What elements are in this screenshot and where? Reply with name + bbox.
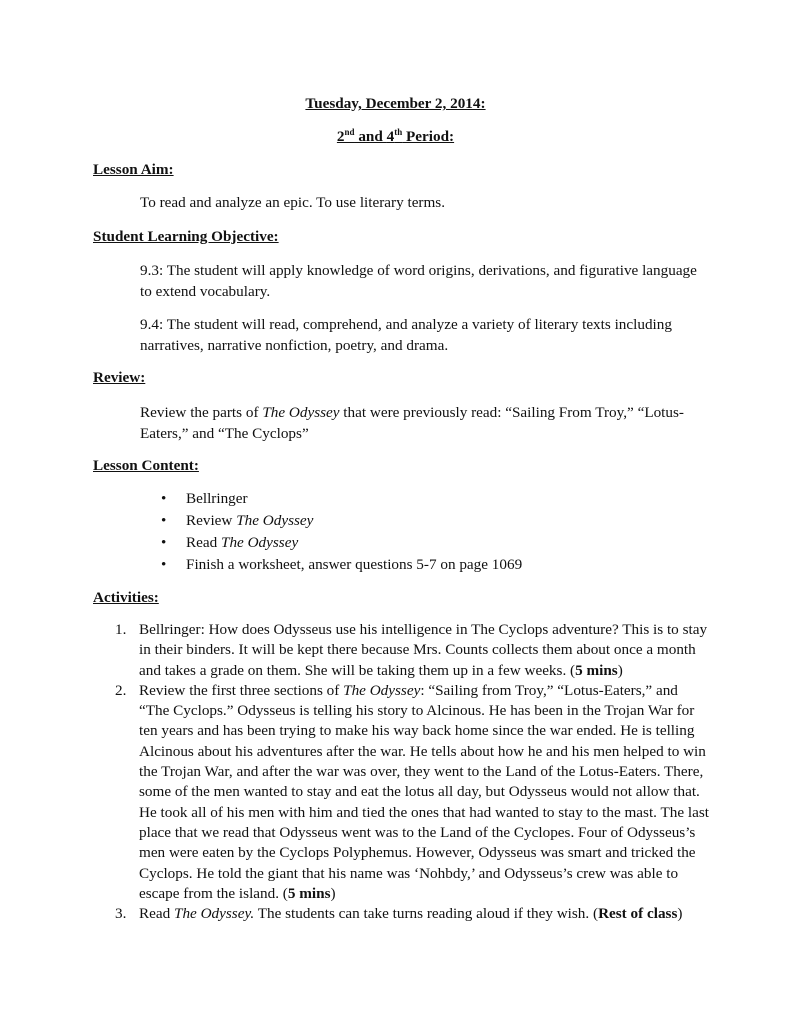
activity-text: : “Sailing from Troy,” “Lotus-Eaters,” and “The Cyclops.” Odysseus is telling his story to Alcinous. He has been in the Trojan War for ten years and has been trying to make his way back home since the war ended. He is telling Alcinous about his adventures after the war. He tells about how he and his men helped to win the Trojan War, and after the war was over, they went to the Land of the Lotus-Eaters. There, some of the men wanted to stay and eat the lotus all day, but Odysseus would not allow that. He took all of his men with him and tied the ones that had wanted to stay to the mast. The last place that we read that Odysseus went was to the Land of the Cyclopes. Four of Odysseus’s men were eaten by the Cyclops Polyphemus. However, Odysseus was smart and tricked the Cyclops. He told the giant that his name was ‘Nohbdy,’ and Odysseus’s crew was able to escape from the island. ( bbox=[139, 681, 709, 902]
period-sup2: th bbox=[394, 126, 403, 137]
bullet-icon: • bbox=[161, 512, 167, 529]
list-item bbox=[140, 532, 522, 554]
review-title: The Odyssey bbox=[262, 404, 340, 421]
activity-item bbox=[110, 904, 710, 924]
lesson-aim-heading: Lesson Aim: bbox=[93, 161, 174, 178]
period-num2: 4 bbox=[386, 128, 395, 145]
list-item bbox=[140, 488, 522, 510]
activity-close: ) bbox=[677, 905, 683, 923]
list-item-italic: The Odyssey bbox=[236, 512, 314, 529]
list-item-text: Finish a worksheet, answer questions 5-7 on page 1069 bbox=[186, 556, 523, 573]
period-rest: Period: bbox=[402, 128, 455, 145]
date-title: Tuesday, December 2, 2014: bbox=[305, 95, 486, 112]
lesson-content-list bbox=[140, 488, 522, 576]
review-post: that were previously read: “Sailing From Troy,” “Lotus-Eaters,” and “The Cyclops” bbox=[140, 404, 684, 442]
activity-number: 2. bbox=[115, 681, 127, 699]
activity-item bbox=[110, 681, 710, 904]
activity-text: The students can take turns reading aloud if they wish. ( bbox=[254, 905, 599, 923]
activity-duration: Rest of class bbox=[598, 905, 678, 923]
activity-pre: Review the first three sections of bbox=[139, 681, 344, 699]
bullet-icon: • bbox=[161, 534, 167, 551]
activity-title: The Odyssey bbox=[343, 681, 421, 699]
review-pre: Review the parts of bbox=[140, 404, 263, 421]
period-sup1: nd bbox=[344, 126, 355, 137]
activity-text: Bellringer: How does Odysseus use his intelligence in The Cyclops adventure? This is to stay in their binders. It will be kept there because Mrs. Counts collects them about once a month and takes a grade on them. She will be taking them up in a few weeks. ( bbox=[139, 621, 708, 679]
list-item-text: Bellringer bbox=[186, 490, 248, 507]
slo-item-9-4: 9.4: The student will read, comprehend, and analyze a variety of literary texts including narratives, narrative nonfiction, poetry, and drama. bbox=[140, 316, 672, 354]
period-and: and bbox=[354, 128, 387, 145]
list-item bbox=[140, 554, 522, 576]
activity-number: 1. bbox=[115, 621, 127, 638]
activity-pre: Read bbox=[139, 905, 175, 923]
slo-heading: Student Learning Objective: bbox=[93, 228, 279, 245]
lesson-aim-text: To read and analyze an epic. To use literary terms. bbox=[140, 194, 446, 211]
activities-heading: Activities: bbox=[93, 589, 159, 606]
period-title bbox=[0, 127, 791, 147]
review-text bbox=[140, 402, 700, 444]
activity-close: ) bbox=[617, 661, 623, 679]
bullet-icon: • bbox=[161, 556, 167, 573]
list-item-italic: The Odyssey bbox=[221, 534, 299, 551]
activity-close: ) bbox=[330, 884, 336, 902]
activity-duration: 5 mins bbox=[575, 661, 618, 679]
list-item-text: Review bbox=[186, 512, 237, 529]
period-num1: 2 bbox=[336, 128, 345, 145]
activities-list bbox=[110, 620, 710, 924]
lesson-content-heading: Lesson Content: bbox=[93, 457, 199, 474]
list-item-text: Read bbox=[186, 534, 222, 551]
activity-item bbox=[110, 620, 710, 681]
activity-number: 3. bbox=[115, 905, 127, 923]
activity-title: The Odyssey. bbox=[174, 905, 255, 923]
activity-duration: 5 mins bbox=[287, 884, 331, 902]
list-item bbox=[140, 510, 522, 532]
slo-item-9-3: 9.3: The student will apply knowledge of word origins, derivations, and figurative language to extend vocabulary. bbox=[140, 262, 697, 300]
review-heading: Review: bbox=[93, 369, 146, 386]
bullet-icon: • bbox=[161, 490, 167, 507]
